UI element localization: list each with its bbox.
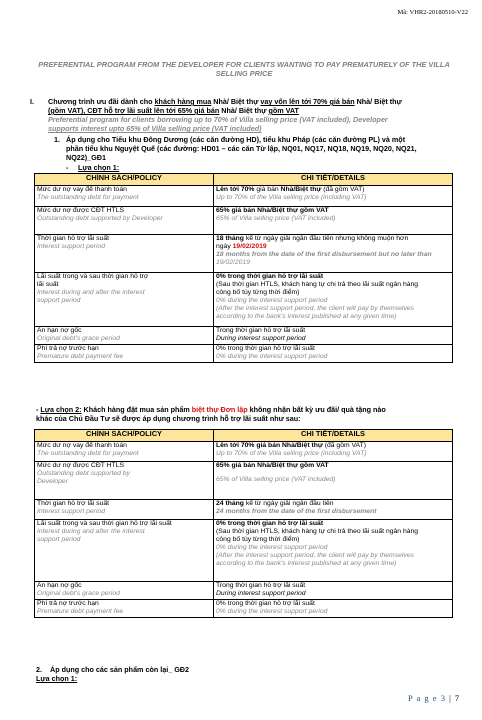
details-cell: 24 tháng kể từ ngày giải ngân đầu tiên 24 months from the date of the first disbursement: [214, 500, 453, 520]
policy-cell: Mức dư nợ được CĐT HTLS Outstanding debt supported by Developer: [35, 207, 214, 235]
details-cell: Trong thời gian hỗ trợ lãi suất During interest support period: [214, 327, 453, 345]
item2-number: 2.: [36, 665, 42, 674]
page-word: P a g e: [408, 693, 438, 703]
table-row: [35, 600, 453, 618]
policy-table-2: [34, 429, 453, 618]
policy-cell: Mức dư nợ vay để thanh toán The outstanding debt for payment: [35, 186, 214, 207]
details-cell: 0% trong thời gian hỗ trợ lãi suất (Sau thời gian HTLS, khách hàng tự chi trả theo lãi suất ngân hàng công bố tùy từng thời điểm) 0% during the interest support period (After the interest support period, the client will pay by themselves according to the bank's interest published at any given time): [214, 520, 453, 582]
page-total: 7: [454, 693, 461, 703]
item1-line3: NQ22)_GĐ1: [66, 153, 106, 162]
details-cell: 65% giá bán Nhà/Biệt thự gồm VAT 65% of Villa selling price (VAT included): [214, 462, 453, 500]
option2-line2: khác của Chủ Đầu Tư sẽ được áp dụng chương trình hỗ trợ lãi suất như sau:: [36, 414, 301, 423]
policy-cell: Lãi suất trong và sau thời gian hỗ trợ lãi suất Interest during and after the interest support period: [35, 520, 214, 582]
details-cell: 0% trong thời gian hỗ trợ lãi suất (Sau thời gian HTLS, khách hàng tự chi trả theo lãi suất ngân hàng công bố tùy từng thời điểm) 0% during the interest support period (After the interest support period, the client will pay by themselves according to the bank's interest published at any given time): [214, 273, 453, 327]
table-row: [35, 582, 453, 600]
page-separator: |: [445, 693, 455, 703]
details-cell: Trong thời gian hỗ trợ lãi suất During interest support period: [214, 582, 453, 600]
details-cell: 0% trong thời gian hỗ trợ lãi suất 0% during the interest support period: [214, 345, 453, 363]
intro-title: PREFERENTIAL PROGRAM FROM THE DEVELOPER FOR CLIENTS WANTING TO PAY PREMATURELY OF THE VILLA SELLING PRICE: [38, 60, 450, 78]
policy-cell: Lãi suất trong và sau thời gian hỗ trợ lãi suất Interest during and after the interest support period: [35, 273, 214, 327]
table-row: [35, 207, 453, 235]
item1-number: 1.: [54, 135, 60, 144]
policy-cell: Thời gian hỗ trợ lãi suất Interest support period: [35, 500, 214, 520]
policy-cell: Thời gian hỗ trợ lãi suất Interest support period: [35, 235, 214, 273]
page-footer: [408, 693, 460, 703]
option1-label-b: Lựa chọn 1:: [36, 674, 78, 683]
section-heading-line2: (gồm VAT), CĐT hỗ trợ lãi suất lên tới 65% giá bán Nhà/ Biệt thự gồm VAT: [48, 106, 299, 115]
section-heading-line1: Chương trình ưu đãi dành cho khách hàng mua Nhà/ Biệt thự vay vốn lên tới 70% giá bán Nhà/ Biệt thự: [48, 97, 402, 106]
item1-line1: Áp dụng cho Tiểu khu Đông Dương (các căn đường HD), tiểu khu Pháp (các căn đường PL) và một: [66, 135, 406, 144]
policy-cell: Mức dư nợ được CĐT HTLS Outstanding debt supported by Developer: [35, 462, 214, 500]
section-heading-en1: Preferential program for clients borrowing up to 70% of Villa selling price (VAT included), Developer: [48, 115, 388, 124]
table-row: [35, 520, 453, 582]
table1-header-details: CHI TIẾT/DETAILS: [214, 174, 453, 186]
item1-line2: phần tiểu khu Nguyệt Quế (các đường: HD01 – các căn Từ lập, NQ01, NQ17, NQ18, NQ19, NQ20, NQ21,: [66, 144, 417, 153]
table1-header-policy: CHÍNH SÁCH/POLICY: [35, 174, 214, 186]
table-row: [35, 273, 453, 327]
section-heading-en2: supports interest upto 65% of Villa selling price (VAT included): [48, 124, 262, 133]
policy-cell: Phí trả nợ trước hạn Premature debt payment fee: [35, 600, 214, 618]
option1-dash: -: [66, 163, 69, 172]
option1-label: Lựa chọn 1:: [78, 163, 120, 172]
table-row: [35, 186, 453, 207]
details-cell: 18 tháng kể từ ngày giải ngân đầu tiên nhưng không muộn hơn ngày 19/02/2019 18 months from the date of the first disbursement but no later than 19/02/2019: [214, 235, 453, 273]
policy-cell: Ân hạn nợ gốc Original debt's grace period: [35, 582, 214, 600]
table-row: [35, 500, 453, 520]
option2-line1: - Lựa chọn 2: Khách hàng đặt mua sản phẩm biệt thự Đơn lập không nhận bất kỳ ưu đãi/ quà tặng nào: [36, 405, 386, 414]
policy-cell: Mức dư nợ vay để thanh toán The outstanding debt for payment: [35, 442, 214, 462]
section-number: I.: [30, 97, 34, 106]
details-cell: 65% giá bán Nhà/Biệt thự gồm VAT 65% of Villa selling price (VAT included): [214, 207, 453, 235]
details-cell: Lên tới 70% giá bán Nhà/Biệt thự (đã gồm VAT) Up to 70% of the Villa selling price (including VAT): [214, 442, 453, 462]
policy-cell: Phí trả nợ trước hạn Premature debt payment fee: [35, 345, 214, 363]
table-row: [35, 345, 453, 363]
item2-text: Áp dụng cho các sản phẩm còn lại_ GĐ2: [50, 665, 189, 674]
table-row: [35, 462, 453, 500]
table-row: [35, 327, 453, 345]
table-row: [35, 235, 453, 273]
table-row: [35, 442, 453, 462]
details-cell: 0% trong thời gian hỗ trợ lãi suất 0% during the interest support period: [214, 600, 453, 618]
table2-header-policy: CHÍNH SÁCH/POLICY: [35, 430, 214, 442]
details-cell: Lên tới 70% giá bán Nhà/Biệt thự (đã gồm VAT) Up to 70% of the Villa selling price (including VAT): [214, 186, 453, 207]
page-number: 3: [440, 693, 446, 703]
document-code: Mã: VHR2-20180510-V22: [397, 9, 468, 16]
policy-table-1: [34, 173, 453, 363]
table2-header-details: CHI TIẾT/DETAILS: [214, 430, 453, 442]
policy-cell: Ân hạn nợ gốc Original debt's grace period: [35, 327, 214, 345]
